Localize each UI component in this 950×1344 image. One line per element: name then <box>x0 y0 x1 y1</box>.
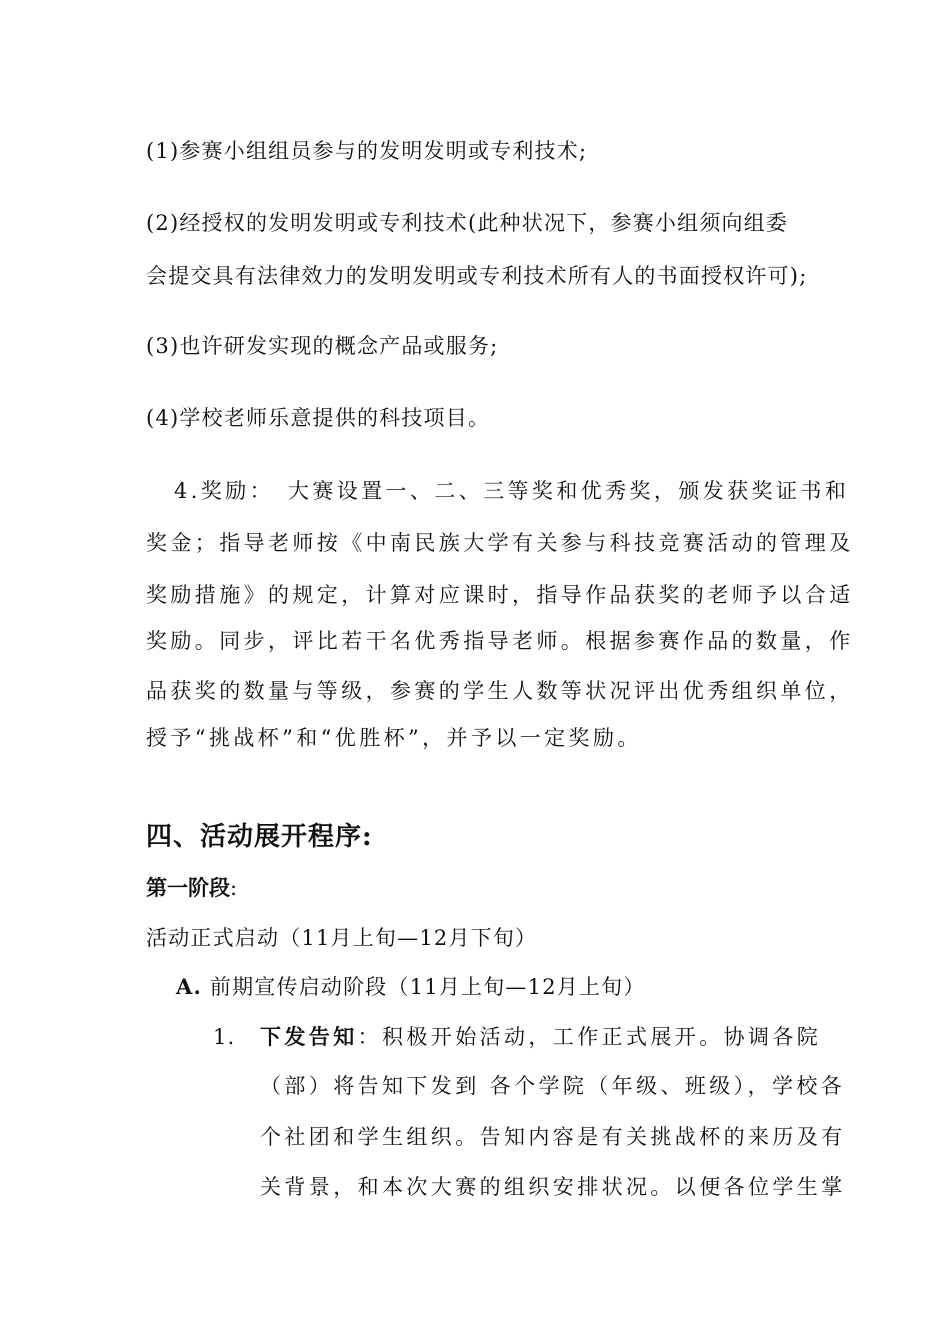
step-1-line-1 <box>260 1023 821 1051</box>
source-item-2-line-2: 会提交具有法律效力的发明发明或专利技术所有人的书面授权许可); <box>146 264 808 288</box>
source-item-3: (3)也许研发实现的概念产品或服务; <box>146 334 499 358</box>
rewards-line-6: 授予“挑战杯”和“优胜杯”，并予以一定奖励。 <box>146 726 642 750</box>
step-1-line-2: （部）将告知下发到 各个学院（年级、班级），学校各 <box>260 1074 846 1098</box>
source-item-4: (4)学校老师乐意提供的科技项目。 <box>146 406 491 430</box>
rewards-line-3: 奖励措施》的规定，计算对应课时，指导作品获奖的老师予以合适 <box>146 583 854 607</box>
rewards-line-5: 品获奖的数量与等级，参赛的学生人数等状况评出优秀组织单位， <box>146 679 854 703</box>
step-1-title: 下发告知 <box>260 1024 358 1049</box>
step-1-number: 1. <box>213 1025 236 1049</box>
section-4-heading: 四、活动展开程序: <box>146 822 373 852</box>
stage-1-colon: : <box>230 876 238 900</box>
stage-1-label <box>146 874 237 902</box>
rewards-line-4: 奖励。同步，评比若干名优秀指导老师。根据参赛作品的数量，作 <box>146 629 854 653</box>
stage-1-label-text: 第一阶段 <box>146 875 230 900</box>
rewards-line-1: 4.奖励： 大赛设置一、二、三等奖和优秀奖，颁发获奖证书和 <box>174 479 850 503</box>
source-item-2-line-1: (2)经授权的发明发明或专利技术(此种状况下，参赛小组须向组委 <box>146 211 789 235</box>
rewards-line-2: 奖金；指导老师按《中南民族大学有关参与科技竞赛活动的管理及 <box>146 531 854 555</box>
phase-a <box>176 973 646 1001</box>
stage-1-title: 活动正式启动（11月上旬—12月下旬） <box>146 926 538 950</box>
step-1-line-3: 个社团和学生组织。告知内容是有关挑战杯的来历及有 <box>260 1125 846 1149</box>
step-1-line-4: 关背景，和本次大赛的组织安排状况。以便各位学生掌 <box>260 1175 846 1199</box>
phase-a-title: 前期宣传启动阶段（11月上旬—12月上旬） <box>209 975 646 999</box>
phase-a-label: A. <box>176 974 203 999</box>
source-item-1: (1)参赛小组组员参与的发明发明或专利技术; <box>146 139 588 163</box>
step-1-line-1-rest: ：积极开始活动，工作正式展开。协调各院 <box>357 1025 822 1049</box>
